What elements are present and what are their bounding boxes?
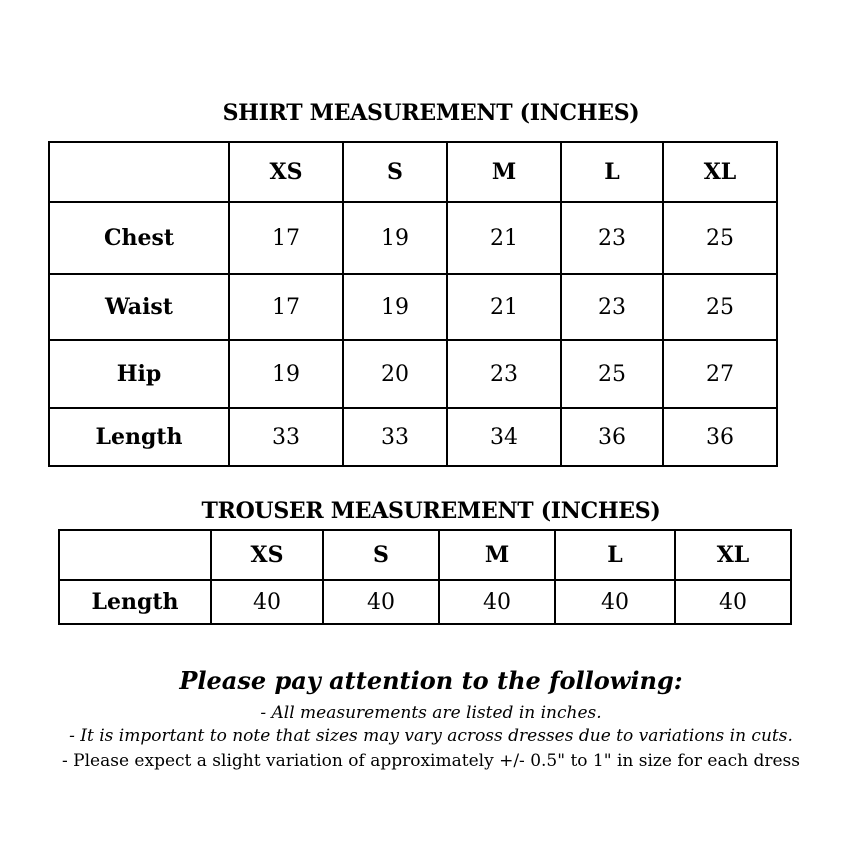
value-cell: 33: [343, 408, 447, 466]
size-header: L: [561, 142, 663, 202]
size-header: M: [439, 530, 555, 580]
size-header: XL: [675, 530, 791, 580]
value-cell: 17: [229, 202, 343, 274]
table-header-row: [49, 142, 777, 202]
value-cell: 40: [675, 580, 791, 624]
table-header-row: [59, 530, 791, 580]
value-cell: 36: [663, 408, 777, 466]
row-label: Length: [49, 408, 229, 466]
value-cell: 21: [447, 202, 561, 274]
note-line: - All measurements are listed in inches.: [260, 703, 602, 723]
row-label: Length: [59, 580, 211, 624]
value-cell: 40: [211, 580, 323, 624]
value-cell: 34: [447, 408, 561, 466]
row-label: Hip: [49, 340, 229, 408]
value-cell: 27: [663, 340, 777, 408]
value-cell: 21: [447, 274, 561, 340]
note-line: - Please expect a slight variation of approximately +/- 0.5" to 1" in size for each dress: [62, 751, 800, 771]
size-header: M: [447, 142, 561, 202]
corner-cell: [49, 142, 229, 202]
value-cell: 36: [561, 408, 663, 466]
value-cell: 17: [229, 274, 343, 340]
value-cell: 23: [447, 340, 561, 408]
table-row: [49, 408, 777, 466]
value-cell: 19: [343, 274, 447, 340]
value-cell: 40: [555, 580, 675, 624]
shirt-measurement-table: [48, 141, 778, 467]
table-row: [59, 580, 791, 624]
notes-heading: Please pay attention to the following:: [179, 666, 683, 695]
row-label: Waist: [49, 274, 229, 340]
size-header: S: [343, 142, 447, 202]
value-cell: 25: [663, 274, 777, 340]
table-row: [49, 202, 777, 274]
value-cell: 25: [561, 340, 663, 408]
value-cell: 40: [439, 580, 555, 624]
corner-cell: [59, 530, 211, 580]
value-cell: 19: [229, 340, 343, 408]
value-cell: 33: [229, 408, 343, 466]
note-line: - It is important to note that sizes may vary across dresses due to variations in cuts.: [69, 726, 793, 746]
shirt-title: SHIRT MEASUREMENT (INCHES): [222, 100, 640, 126]
row-label: Chest: [49, 202, 229, 274]
value-cell: 23: [561, 202, 663, 274]
size-header: XS: [211, 530, 323, 580]
size-header: XS: [229, 142, 343, 202]
value-cell: 23: [561, 274, 663, 340]
value-cell: 20: [343, 340, 447, 408]
value-cell: 40: [323, 580, 439, 624]
trouser-measurement-table: [58, 529, 792, 625]
table-row: [49, 274, 777, 340]
size-header: XL: [663, 142, 777, 202]
size-header: S: [323, 530, 439, 580]
value-cell: 25: [663, 202, 777, 274]
trouser-title: TROUSER MEASUREMENT (INCHES): [201, 498, 661, 524]
size-header: L: [555, 530, 675, 580]
value-cell: 19: [343, 202, 447, 274]
table-row: [49, 340, 777, 408]
